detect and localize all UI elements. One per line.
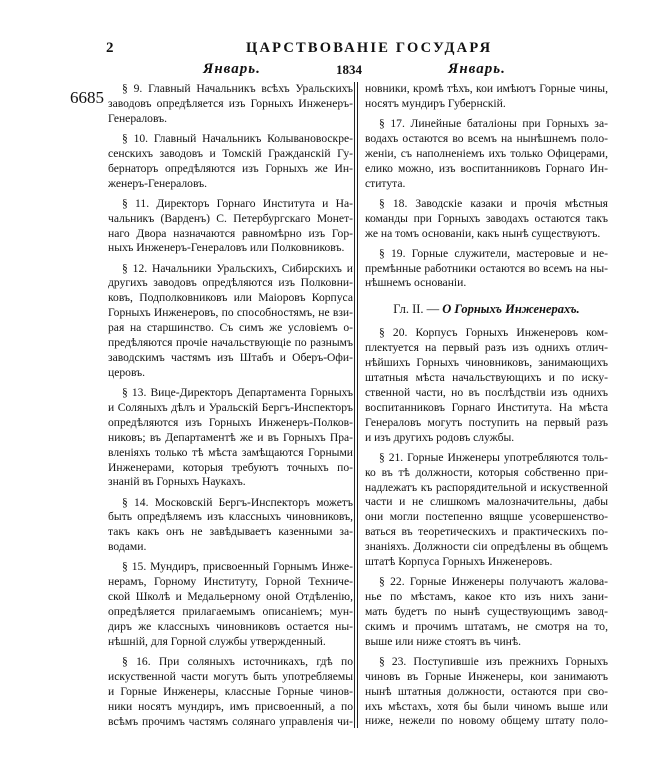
paragraph xyxy=(108,82,353,127)
text-line: же на томъ основаніи, какъ нынѣ существуютъ. xyxy=(365,226,601,240)
chapter-heading xyxy=(365,302,608,317)
text-line: ко въ тѣ должности, которыя собственно при- xyxy=(365,465,608,479)
paragraph xyxy=(108,386,353,490)
text-line: быть опредѣляемъ изъ классныхъ чиновниковъ, xyxy=(108,510,353,524)
text-line: ваться въ теоретическихъ и практическихъ по- xyxy=(365,525,608,539)
text-line: и Горные Инженеры, классные Горные чинов- xyxy=(108,684,353,698)
paragraph xyxy=(108,496,353,556)
text-line: ники носятъ мундиръ, имъ присвоенный, а по xyxy=(108,699,353,713)
text-line: нерамъ, Горному Институту, Горной Техниче- xyxy=(108,575,353,589)
text-line: заводскимъ частямъ изъ Штабъ и Оберъ-Офи- xyxy=(108,350,353,364)
column-divider xyxy=(354,82,358,728)
text-line: части и не слишкомъ малозначительны, дабы xyxy=(365,495,608,509)
text-line: нѣшній, для Горной службы утвержденный. xyxy=(108,634,326,648)
text-line: § 23. Поступившіе изъ прежнихъ Горныхъ xyxy=(379,654,608,668)
text-line: и изъ другихъ родовъ службы. xyxy=(365,430,515,444)
paragraph xyxy=(108,560,353,649)
text-line: выше или ниже стоятъ въ чинѣ. xyxy=(365,634,522,648)
text-line: женеръ-Генераловъ. xyxy=(108,176,208,190)
paragraph xyxy=(365,655,608,730)
text-line: рая на старшинство. Съ симъ же условіемъ о- xyxy=(108,321,353,335)
right-paragraphs-before xyxy=(365,82,608,291)
text-line: плектуется на первый разъ изъ однихъ отлич- xyxy=(365,341,608,355)
text-line: § 19. Горные служители, мастеровые и не- xyxy=(379,246,608,260)
paragraph xyxy=(108,655,353,730)
text-line: заводовъ опредѣляется изъ Горныхъ Инженеръ- xyxy=(108,96,353,110)
text-line: сенскихъ заводовъ и Томскій Гражданскій Гу- xyxy=(108,146,353,160)
text-line: команды при Горныхъ заводахъ остаются такъ xyxy=(365,211,608,225)
text-line: и Соляныхъ дѣлъ и Уральскій Бергъ-Инспекторъ xyxy=(108,400,353,414)
paragraph xyxy=(365,575,608,650)
text-line: нье по мѣстамъ, какое кто изъ нихъ зани- xyxy=(365,590,608,604)
paragraph xyxy=(365,117,608,192)
text-line: § 13. Вице-Директоръ Департамента Горныхъ xyxy=(122,385,353,399)
page-number: 2 xyxy=(106,40,114,56)
text-line: § 12. Начальники Уральскихъ, Сибирскихъ и xyxy=(122,261,353,275)
text-line: мать будетъ по нынѣ существующимъ завод- xyxy=(365,604,608,618)
text-line: воспитанниковъ Горнаго Института. На мѣста xyxy=(365,400,608,414)
paragraph xyxy=(365,197,608,242)
paragraph xyxy=(108,262,353,381)
text-line: нынѣ штатныя должности, остаются при сво- xyxy=(365,684,608,698)
text-line: ской Школѣ и Медальерному оной Отдѣленію, xyxy=(108,590,353,604)
text-line: § 17. Линейные баталіоны при Горныхъ за- xyxy=(379,117,608,130)
text-line: ститута. xyxy=(365,176,406,190)
text-line: церовъ. xyxy=(108,365,146,379)
text-line: наго Двора назначаются равномѣрно изъ Гор- xyxy=(108,226,353,240)
month-heading-right: Январь. xyxy=(448,61,506,77)
text-line: Генераловъ. xyxy=(108,111,168,125)
text-line: диръ же классныхъ чиновниковъ остается ны- xyxy=(108,619,353,633)
margin-number: 6685 xyxy=(70,88,104,107)
text-line: опредѣляются изъ Горныхъ Инженеръ-Полков- xyxy=(108,415,353,429)
text-line: другихъ заводовъ опредѣляются изъ Полковни- xyxy=(108,276,353,290)
text-line: знаніяхъ. Должности сіи опредѣлены въ общемъ xyxy=(365,540,608,554)
text-line: ственной части, но въ послѣдствіи изъ однихъ xyxy=(365,385,608,399)
year: 1834 xyxy=(336,62,362,77)
left-column xyxy=(108,82,353,735)
left-paragraphs xyxy=(108,82,353,729)
text-line: носятъ мундиръ Губернскій. xyxy=(365,96,506,110)
text-line: Генераловъ могутъ поступить на первый разъ xyxy=(365,415,608,429)
chapter-title: О Горныхъ Инженерахъ. xyxy=(442,302,580,317)
text-line: водами. xyxy=(108,540,147,554)
text-line: § 16. При соляныхъ источникахъ, гдѣ по xyxy=(122,654,353,668)
text-line: Инженерами, которыя требуютъ точныхъ по- xyxy=(108,460,353,474)
text-line: ниже, нежели по новому общему штату поло- xyxy=(365,714,608,728)
text-line: всѣмъ прочимъ частямъ солянаго управленія чи- xyxy=(108,714,353,728)
text-line: искуственной части могутъ быть употребляемы xyxy=(108,669,353,683)
text-line: чальникъ (Варденъ) С. Петербургскаго Монет- xyxy=(108,211,353,225)
text-line: вленіяхъ только тѣ мѣста замѣщаются Горными xyxy=(108,445,353,459)
text-line: они могли постепенно вящше усовершенство- xyxy=(365,510,608,524)
running-title: ЦАРСТВОВАНІЕ ГОСУДАРЯ xyxy=(246,40,493,56)
text-line: знаній въ Горныхъ Наукахъ. xyxy=(108,475,246,489)
text-line: § 11. Директоръ Горнаго Института и На- xyxy=(122,196,353,210)
paragraph xyxy=(365,451,608,570)
paragraph xyxy=(365,247,608,292)
text-line: чиновъ въ Горные Инженеры, кои занимаютъ xyxy=(365,669,608,683)
text-line: § 18. Заводскіе казаки и прочія мѣстныя xyxy=(379,196,608,210)
paragraph xyxy=(365,82,608,112)
text-line: предѣляются прочіе начальствующіе по разнымъ xyxy=(108,336,353,350)
text-line: § 10. Главный Начальникъ Колывановоскре- xyxy=(122,131,353,145)
paragraph xyxy=(365,326,608,445)
text-line: штатныя мѣста начальствующихъ и по иску- xyxy=(365,370,608,384)
month-heading-left: Январь. xyxy=(203,61,261,77)
text-line: нѣшнемъ основаніи. xyxy=(365,276,467,290)
text-line: бернаторъ опредѣляются изъ Горныхъ же Ин- xyxy=(108,161,353,175)
right-column xyxy=(365,82,608,735)
text-line: § 15. Мундиръ, присвоенный Горнымъ Инже- xyxy=(122,560,353,574)
text-line: штатѣ Корпуса Горныхъ Инженеровъ. xyxy=(365,555,553,569)
text-line: такъ какъ онъ не завѣдываетъ казенными за- xyxy=(108,525,353,539)
text-line: новники, кромѣ тѣхъ, кои имѣютъ Горные чины, xyxy=(365,82,608,95)
text-line: ковъ, Подполковниковъ или Маіоровъ Корпуса xyxy=(108,291,353,305)
right-paragraphs-after xyxy=(365,326,608,729)
text-line: § 21. Горные Инженеры употребляются толь- xyxy=(379,450,608,464)
text-line: Горныхъ Инженеровъ, по способностямъ, не взи- xyxy=(108,306,353,320)
text-line: § 9. Главный Начальникъ всѣхъ Уральскихъ xyxy=(122,82,353,95)
text-line: премѣнные работники остаются во всемъ на ны- xyxy=(365,261,608,275)
text-line: надлежатъ къ распорядительной и искуственной xyxy=(365,480,608,494)
paragraph xyxy=(108,197,353,257)
text-line: нѣйшихъ Горныхъ чиновниковъ, занимающихъ xyxy=(365,356,608,370)
paragraph xyxy=(108,132,353,192)
text-line: елико можно, изъ воспитанниковъ Горнаго Ин- xyxy=(365,161,608,175)
text-line: водахъ остаются во всемъ на нынѣшнемъ поло- xyxy=(365,131,608,145)
text-line: § 20. Корпусъ Горныхъ Инженеровъ ком- xyxy=(379,326,608,340)
text-line: ихъ мѣстахъ, хотя бы были чиномъ выше или xyxy=(365,699,608,713)
text-line: никовъ; въ Департаментѣ же и въ Горныхъ Пра- xyxy=(108,430,353,444)
text-line: § 14. Московскій Бергъ-Инспекторъ можетъ xyxy=(122,495,353,509)
text-line: женіи, съ наполненіемъ ихъ только Офицерами, xyxy=(365,146,608,160)
text-line: ныхъ Инженеръ-Генераловъ или Полковниковъ. xyxy=(108,241,345,255)
text-line: § 22. Горные Инженеры получаютъ жалова- xyxy=(379,575,608,589)
text-line: скимъ и прочимъ штатамъ, не смотря на то, xyxy=(365,619,608,633)
chapter-number: Гл. II. — xyxy=(393,302,443,317)
text-line: опредѣляется прилагаемымъ описаніемъ; мун- xyxy=(108,605,353,619)
